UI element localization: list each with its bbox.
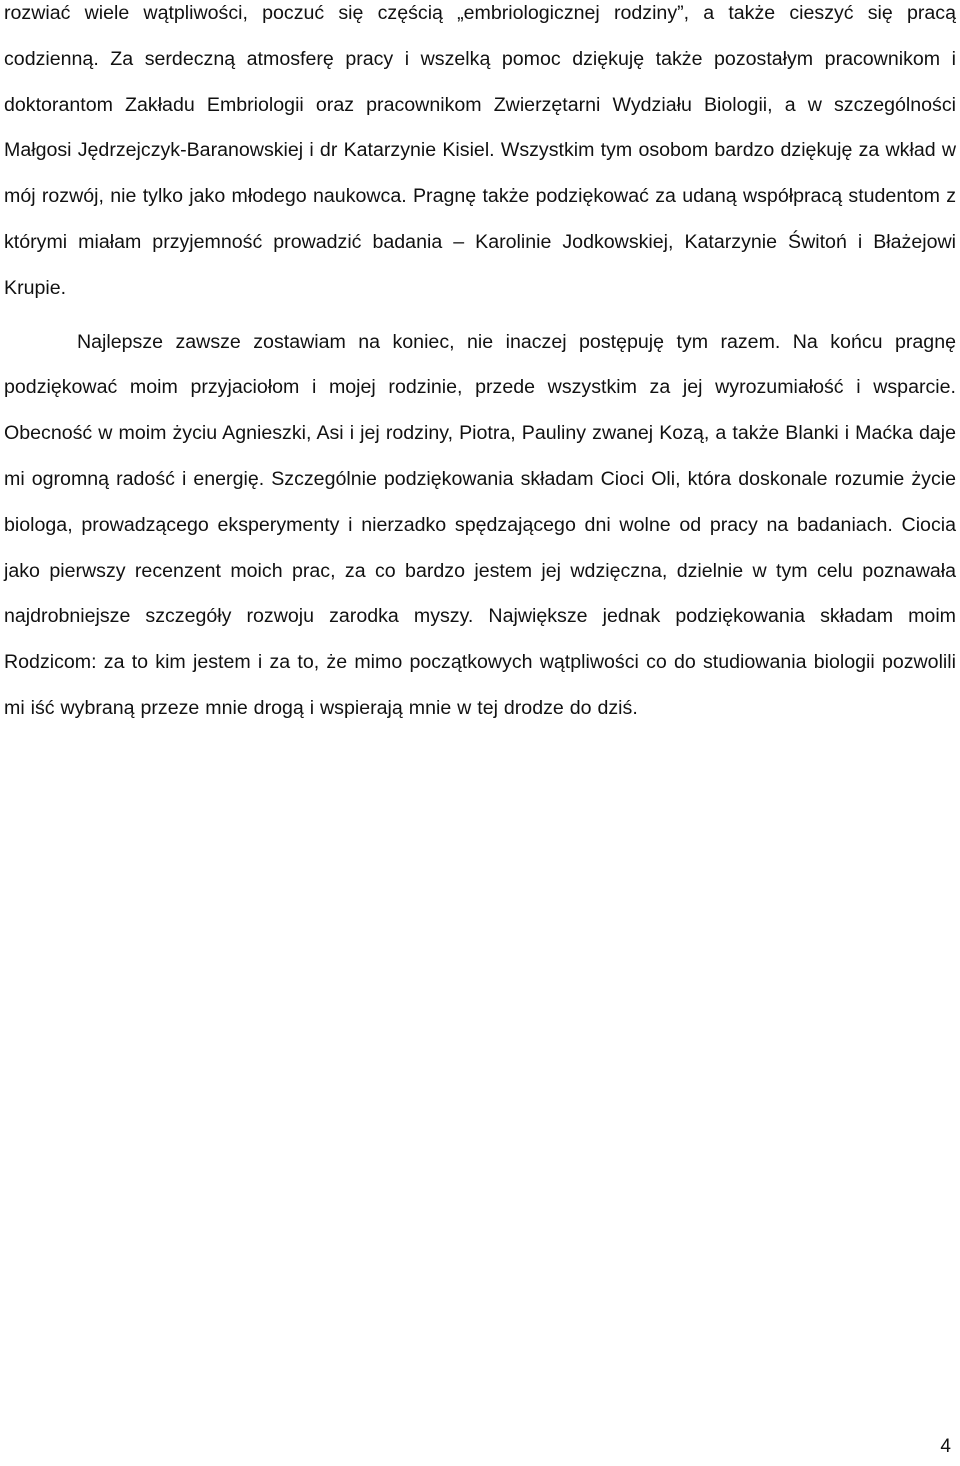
page-number: 4 <box>940 1436 951 1457</box>
acknowledgements-paragraph-1: rozwiać wiele wątpliwości, poczuć się częścią „embriologicznej rodziny”, a także cieszyć się pracą codzienną. Za serdeczną atmosferę pracy i wszelką pomoc dziękuję także pozostałym pracownikom i doktorantom Zakładu Embriologii oraz pracownikom Zwierzętarni Wydziału Biologii, a w szczególności Małgosi Jędrzejczyk-Baranowskiej i dr Katarzynie Kisiel. Wszystkim tym osobom bardzo dziękuję za wkład w mój rozwój, nie tylko jako młodego naukowca. Pragnę także podziękować za udaną współpracą studentom z którymi miałam przyjemność prowadzić badania – Karolinie Jodkowskiej, Katarzynie Świtoń i Błażejowi Krupie. <box>4 2 956 299</box>
acknowledgements-paragraph-2: Najlepsze zawsze zostawiam na koniec, nie inaczej postępuję tym razem. Na końcu pragnę podziękować moim przyjaciołom i mojej rodzinie, przede wszystkim za jej wyrozumiałość i wsparcie. Obecność w moim życiu Agnieszki, Asi i jej rodziny, Piotra, Pauliny zwanej Kozą, a także Blanki i Maćka daje mi ogromną radość i energię. Szczególnie podziękowania składam Cioci Oli, która doskonale rozumie życie biologa, prowadzącego eksperymenty i nierzadko spędzającego dni wolne od pracy na badaniach. Ciocia jako pierwszy recenzent moich prac, za co bardzo jestem jej wdzięczna, dzielnie w tym celu poznawała najdrobniejsze szczegóły rozwoju zarodka myszy. Największe jednak podziękowania składam moim Rodzicom: za to kim jestem i za to, że mimo początkowych wątpliwości co do studiowania biologii pozwolili mi iść wybraną przeze mnie drogą i wspierają mnie w tej drodze do dziś. <box>4 330 956 719</box>
document-page <box>4 0 956 732</box>
